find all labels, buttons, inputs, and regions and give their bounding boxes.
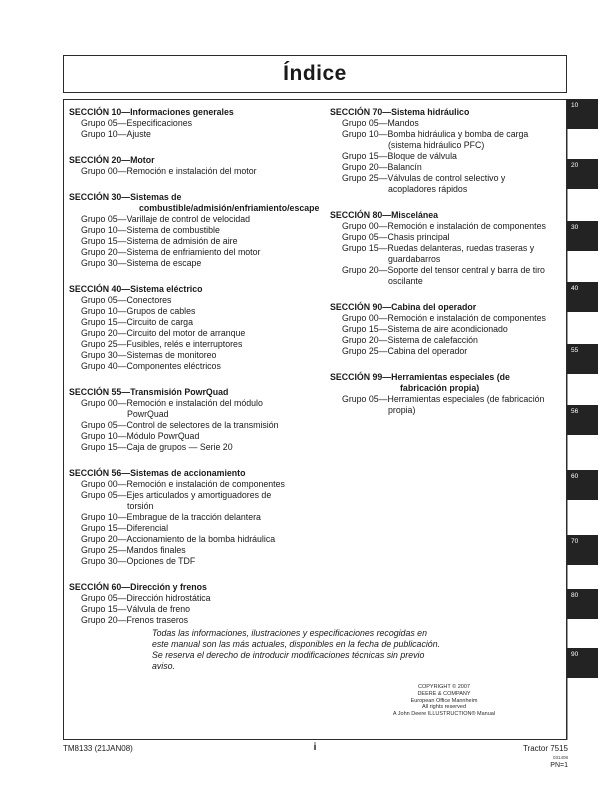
toc-group-entry: guardabarros: [388, 254, 441, 264]
toc-group-entry: Grupo 25—Válvulas de control selectivo y: [342, 173, 506, 183]
footer-model: Tractor 7515: [522, 744, 568, 753]
toc-group-entry: Grupo 10—Grupos de cables: [81, 306, 196, 316]
toc-group-entry: (sistema hidráulico PFC): [388, 140, 485, 150]
toc-group-entry: Grupo 40—Componentes eléctricos: [81, 361, 221, 371]
copyright-line: A John Deere ILLUSTRUCTION® Manual: [392, 711, 496, 718]
toc-section-title: SECCIÓN 55—Transmisión PowrQuad: [69, 387, 229, 397]
toc-group-entry: Grupo 15—Diferencial: [81, 523, 169, 533]
toc-group-entry: Grupo 20—Accionamiento de la bomba hidráulica: [81, 534, 276, 544]
toc-section: [69, 582, 319, 626]
toc-section-title: combustible/admisión/enfriamiento/escape: [139, 203, 320, 213]
toc-group-entry: Grupo 20—Frenos traseros: [81, 615, 189, 625]
section-tab-60: 60: [567, 470, 598, 500]
footer-manual-number: TM8133 (21JAN08): [63, 744, 133, 753]
copyright-line: COPYRIGHT © 2007: [418, 684, 470, 690]
toc-group-entry: Grupo 05—Especificaciones: [81, 118, 192, 128]
toc-group-entry: Grupo 25—Fusibles, relés e interruptores: [81, 339, 243, 349]
section-tab-70: 70: [567, 535, 598, 565]
toc-section: [330, 210, 566, 287]
toc-group-entry: Grupo 15—Válvula de freno: [81, 604, 191, 614]
toc-group-entry: PowrQuad: [127, 409, 169, 419]
toc-group-entry: Grupo 05—Mandos: [342, 118, 419, 128]
toc-group-entry: Grupo 30—Sistema de escape: [81, 258, 202, 268]
toc-group-entry: Grupo 20—Soporte del tensor central y barra de tiro: [342, 265, 545, 275]
toc-group-entry: Grupo 00—Remoción e instalación de componentes: [342, 313, 546, 323]
section-tab-80: 80: [567, 589, 598, 619]
toc-group-entry: Grupo 05—Chasis principal: [342, 232, 450, 242]
toc-group-entry: Grupo 20—Sistema de enfriamiento del motor: [81, 247, 261, 257]
toc-section-title: fabricación propia): [400, 383, 480, 393]
toc-group-entry: Grupo 30—Sistemas de monitoreo: [81, 350, 217, 360]
disclaimer-line: Todas las informaciones, ilustraciones y especificaciones recogidas en: [152, 628, 427, 638]
toc-group-entry: Grupo 05—Ejes articulados y amortiguadores de: [81, 490, 272, 500]
title-box: [63, 55, 567, 93]
copyright-line: All rights reserved: [421, 704, 467, 711]
toc-section: [330, 372, 566, 416]
section-tab-10: 10: [567, 99, 598, 129]
toc-section-title: SECCIÓN 56—Sistemas de accionamiento: [69, 468, 246, 478]
toc-section: [69, 387, 319, 453]
toc-group-entry: Grupo 15—Ruedas delanteras, ruedas traseras y: [342, 243, 535, 253]
disclaimer-note: [152, 628, 440, 672]
disclaimer-line: este manual son las más actuales, disponibles en la fecha de publicación.: [152, 639, 441, 649]
disclaimer-line: aviso.: [152, 661, 175, 671]
toc-group-entry: Grupo 10—Módulo PowrQuad: [81, 431, 200, 441]
toc-section-title: SECCIÓN 90—Cabina del operador: [330, 302, 477, 312]
toc-group-entry: Grupo 20—Balancín: [342, 162, 422, 172]
toc-group-entry: propia): [388, 405, 416, 415]
disclaimer-line: Se reserva el derecho de introducir modificaciones técnicas sin previo: [152, 650, 425, 660]
toc-group-entry: Grupo 20—Sistema de calefacción: [342, 335, 478, 345]
section-tab-40: 40: [567, 282, 598, 312]
toc-group-entry: Grupo 25—Mandos finales: [81, 545, 186, 555]
footer-page-number: i: [313, 742, 317, 753]
page-title: Índice: [283, 62, 347, 85]
toc-section-title: SECCIÓN 30—Sistemas de: [69, 192, 182, 202]
toc-group-entry: Grupo 05—Varillaje de control de velocidad: [81, 214, 251, 224]
toc-section: [69, 192, 319, 269]
section-tab-90: 90: [567, 648, 598, 678]
toc-group-entry: Grupo 10—Bomba hidráulica y bomba de carga: [342, 129, 529, 139]
toc-section: [330, 302, 566, 357]
toc-group-entry: Grupo 30—Opciones de TDF: [81, 556, 196, 566]
toc-group-entry: Grupo 05—Herramientas especiales (de fabricación: [342, 394, 545, 404]
toc-section-title: SECCIÓN 80—Miscelánea: [330, 210, 439, 220]
toc-section: [69, 468, 319, 567]
toc-group-entry: Grupo 20—Circuito del motor de arranque: [81, 328, 246, 338]
toc-section-title: SECCIÓN 60—Dirección y frenos: [69, 582, 207, 592]
toc-group-entry: acopladores rápidos: [388, 184, 468, 194]
toc-group-entry: Grupo 15—Bloque de válvula: [342, 151, 457, 161]
toc-group-entry: Grupo 15—Circuito de carga: [81, 317, 193, 327]
footer-pn: PN=1: [550, 762, 568, 769]
footer-print-code: 031408: [552, 755, 568, 760]
toc-group-entry: Grupo 00—Remoción e instalación de componentes: [81, 479, 285, 489]
section-tab-55: 55: [567, 344, 598, 374]
toc-group-entry: Grupo 05—Control de selectores de la transmisión: [81, 420, 279, 430]
toc-group-entry: Grupo 00—Remoción e instalación del módulo: [81, 398, 263, 408]
toc-group-entry: Grupo 00—Remoción e instalación del motor: [81, 166, 257, 176]
copyright-block: [355, 684, 533, 718]
toc-group-entry: Grupo 10—Embrague de la tracción delantera: [81, 512, 261, 522]
toc-section-title: SECCIÓN 40—Sistema eléctrico: [69, 284, 203, 294]
toc-section-title: SECCIÓN 10—Informaciones generales: [69, 107, 234, 117]
section-tab-30: 30: [567, 221, 598, 251]
copyright-line: DEERE & COMPANY: [417, 690, 471, 697]
toc-section: [330, 107, 566, 195]
toc-group-entry: torsión: [127, 501, 154, 511]
toc-column-right: [330, 107, 566, 416]
copyright-line: European Office Mannheim: [410, 697, 478, 704]
toc-section-title: SECCIÓN 20—Motor: [69, 155, 155, 165]
toc-group-entry: Grupo 00—Remoción e instalación de componentes: [342, 221, 546, 231]
toc-group-entry: Grupo 10—Ajuste: [81, 129, 151, 139]
toc-group-entry: Grupo 05—Conectores: [81, 295, 172, 305]
toc-group-entry: Grupo 05—Dirección hidrostática: [81, 593, 211, 603]
toc-section: [69, 284, 319, 372]
toc-group-entry: Grupo 10—Sistema de combustible: [81, 225, 220, 235]
section-tab-20: 20: [567, 159, 598, 189]
toc-column-left: [69, 107, 319, 626]
section-tab-56: 56: [567, 405, 598, 435]
toc-group-entry: Grupo 15—Sistema de aire acondicionado: [342, 324, 508, 334]
toc-section-title: SECCIÓN 70—Sistema hidráulico: [330, 107, 470, 117]
toc-section-title: SECCIÓN 99—Herramientas especiales (de: [330, 372, 510, 382]
toc-group-entry: Grupo 25—Cabina del operador: [342, 346, 468, 356]
toc-section: [69, 107, 319, 140]
toc-group-entry: oscilante: [388, 276, 423, 286]
toc-section: [69, 155, 319, 177]
toc-group-entry: Grupo 15—Caja de grupos — Serie 20: [81, 442, 233, 452]
toc-group-entry: Grupo 15—Sistema de admisión de aire: [81, 236, 238, 246]
